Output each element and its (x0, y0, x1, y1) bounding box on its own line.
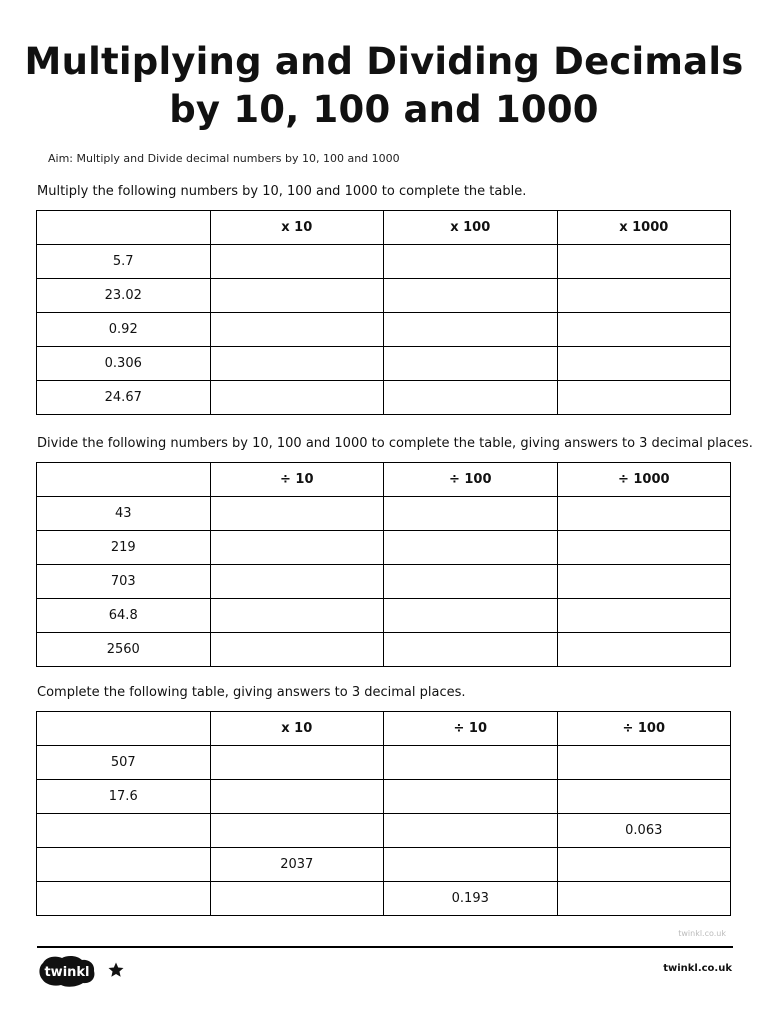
answer-cell[interactable] (557, 599, 731, 633)
answer-cell[interactable] (384, 814, 558, 848)
row-label: 5.7 (37, 245, 211, 279)
answer-cell[interactable] (210, 381, 384, 415)
table-row (37, 814, 731, 848)
answer-cell[interactable] (210, 313, 384, 347)
section2-instruction: Divide the following numbers by 10, 100 and 1000 to complete the table, giving answers to 3 decimal places. (37, 436, 753, 451)
table-row (37, 599, 731, 633)
row-label: 703 (37, 565, 211, 599)
row-label: 23.02 (37, 279, 211, 313)
header-cell: x 100 (384, 211, 558, 245)
header-cell: x 10 (210, 211, 384, 245)
answer-cell[interactable] (557, 848, 731, 882)
answer-cell[interactable] (37, 814, 211, 848)
header-cell: ÷ 1000 (557, 463, 731, 497)
header-cell: ÷ 10 (384, 712, 558, 746)
answer-cell[interactable] (384, 347, 558, 381)
multiply-table (36, 210, 731, 415)
section1-instruction: Multiply the following numbers by 10, 100 and 1000 to complete the table. (37, 184, 527, 199)
row-label: 64.8 (37, 599, 211, 633)
row-label: 507 (37, 746, 211, 780)
divide-table (36, 462, 731, 667)
row-label: 219 (37, 531, 211, 565)
row-label: 43 (37, 497, 211, 531)
answer-cell[interactable] (384, 279, 558, 313)
table-row (37, 565, 731, 599)
answer-cell[interactable] (210, 746, 384, 780)
header-cell (37, 712, 211, 746)
given-value: 0.063 (557, 814, 731, 848)
answer-cell[interactable] (557, 633, 731, 667)
answer-cell[interactable] (37, 848, 211, 882)
table-row (37, 313, 731, 347)
table-row (37, 381, 731, 415)
logo-text: twinkl (44, 965, 90, 980)
header-cell (37, 211, 211, 245)
answer-cell[interactable] (210, 882, 384, 916)
table-row (37, 882, 731, 916)
answer-cell[interactable] (384, 633, 558, 667)
answer-cell[interactable] (210, 780, 384, 814)
answer-cell[interactable] (384, 497, 558, 531)
answer-cell[interactable] (384, 381, 558, 415)
answer-cell[interactable] (384, 780, 558, 814)
given-value: 2037 (210, 848, 384, 882)
title-line-2: by 10, 100 and 1000 (169, 88, 599, 131)
header-cell: ÷ 10 (210, 463, 384, 497)
aim-text: Aim: Multiply and Divide decimal numbers by 10, 100 and 1000 (48, 152, 400, 165)
answer-cell[interactable] (557, 882, 731, 916)
page-title (0, 38, 768, 134)
row-label: 17.6 (37, 780, 211, 814)
table-row (37, 848, 731, 882)
table-row (37, 531, 731, 565)
answer-cell[interactable] (557, 497, 731, 531)
answer-cell[interactable] (384, 313, 558, 347)
answer-cell[interactable] (557, 279, 731, 313)
table-row (37, 780, 731, 814)
answer-cell[interactable] (384, 531, 558, 565)
answer-cell[interactable] (557, 381, 731, 415)
star-icon (107, 961, 125, 979)
table-row (37, 245, 731, 279)
row-label: 24.67 (37, 381, 211, 415)
answer-cell[interactable] (557, 565, 731, 599)
answer-cell[interactable] (210, 599, 384, 633)
answer-cell[interactable] (210, 565, 384, 599)
header-cell: ÷ 100 (557, 712, 731, 746)
answer-cell[interactable] (210, 245, 384, 279)
section3-instruction: Complete the following table, giving answers to 3 decimal places. (37, 685, 466, 700)
table-row (37, 497, 731, 531)
row-label: 0.92 (37, 313, 211, 347)
answer-cell[interactable] (557, 245, 731, 279)
header-cell: x 1000 (557, 211, 731, 245)
answer-cell[interactable] (210, 347, 384, 381)
table-header-row (37, 211, 731, 245)
footer-divider (37, 946, 733, 948)
watermark-url: twinkl.co.uk (678, 929, 726, 938)
answer-cell[interactable] (210, 633, 384, 667)
table-row (37, 633, 731, 667)
header-cell: ÷ 100 (384, 463, 558, 497)
given-value: 0.193 (384, 882, 558, 916)
answer-cell[interactable] (210, 814, 384, 848)
answer-cell[interactable] (557, 780, 731, 814)
table-row (37, 746, 731, 780)
answer-cell[interactable] (210, 531, 384, 565)
twinkl-logo[interactable] (37, 954, 97, 988)
answer-cell[interactable] (384, 746, 558, 780)
row-label: 2560 (37, 633, 211, 667)
answer-cell[interactable] (384, 599, 558, 633)
table-row (37, 279, 731, 313)
answer-cell[interactable] (384, 848, 558, 882)
answer-cell[interactable] (557, 313, 731, 347)
answer-cell[interactable] (210, 279, 384, 313)
row-label: 0.306 (37, 347, 211, 381)
table-row (37, 347, 731, 381)
table-header-row (37, 712, 731, 746)
header-cell (37, 463, 211, 497)
answer-cell[interactable] (210, 497, 384, 531)
answer-cell[interactable] (384, 565, 558, 599)
title-line-1: Multiplying and Dividing Decimals (24, 40, 744, 83)
table-header-row (37, 463, 731, 497)
site-url[interactable]: twinkl.co.uk (663, 963, 732, 974)
answer-cell[interactable] (557, 746, 731, 780)
answer-cell[interactable] (384, 245, 558, 279)
mixed-table (36, 711, 731, 916)
answer-cell[interactable] (37, 882, 211, 916)
header-cell: x 10 (210, 712, 384, 746)
answer-cell[interactable] (557, 347, 731, 381)
answer-cell[interactable] (557, 531, 731, 565)
